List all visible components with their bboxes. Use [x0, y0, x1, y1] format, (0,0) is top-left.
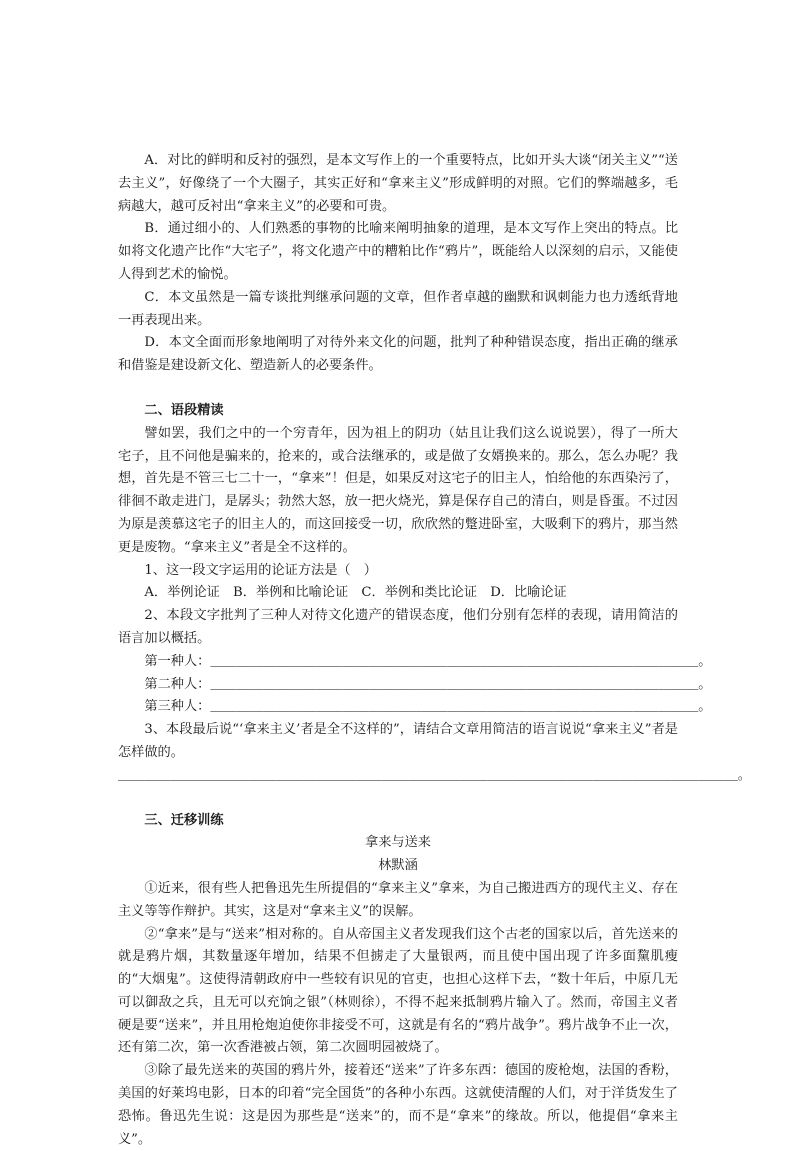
section-heading-2: 二、语段精读	[144, 402, 224, 418]
spacer	[118, 378, 678, 400]
section-heading-3: 三、迁移训练	[144, 812, 224, 828]
article-paragraph-3: ③除了最先送来的英国的鸦片外，接着还“送来”了许多东西：德国的废枪炮，法国的香粉，美国的好莱坞电影，日本的印着“完全国货”的各种小东西。这就使清醒的人们，对于洋货发生了恐怖。鲁迅先生说：这是因为那些是“送来”的，而不是“拿来”的缘故。所以，他提倡“拿来主义”。	[118, 1063, 678, 1147]
option-b: B．通过细小的、人们熟悉的事物的比喻来阐明抽象的道理，是本文写作上突出的特点。比如将文化遗产比作“大宅子”，将文化遗产中的糟粕比作“鸦片”，既能给人以深刻的启示，又能使人得到艺术的愉悦。	[118, 221, 678, 282]
answer-blank-1[interactable]: 第一种人：＿＿＿＿＿＿＿＿＿＿＿＿＿＿＿＿＿＿＿＿＿＿＿＿＿＿＿＿＿＿＿＿＿＿＿＿＿。	[144, 653, 712, 669]
passage-text: 譬如罢，我们之中的一个穷青年，因为祖上的阴功（姑且让我们这么说说罢），得了一所大宅子，且不问他是骗来的，抢来的，或合法继承的，或是做了女婿换来的。那么，怎么办呢？我想，首先是不管三七二十一，“拿来”！但是，如果反对这宅子的旧主人，怕给他的东西染污了，徘徊不敢走进门，是孱头；勃然大怒，放一把火烧光，算是保存自己的清白，则是昏蛋。不过因为原是羡慕这宅子的旧主人的，而这回接受一切，欣欣然的蹩进卧室，大吸剩下的鸦片，那当然更是废物。“拿来主义”者是全不这样的。	[118, 425, 678, 555]
question-3: 3、本段最后说“‘拿来主义’者是全不这样的”，请结合文章用简洁的语言说说“拿来主义”者是怎样做的。	[118, 722, 678, 760]
spacer	[118, 788, 678, 810]
question-2: 2、本段文字批判了三种人对待文化遗产的错误态度，他们分别有怎样的表现，请用简洁的语言加以概括。	[118, 608, 678, 646]
question-1-options: A．举例论证 B．举例和比喻论证 C．举例和类比论证 D．比喻论证	[144, 585, 567, 601]
answer-blank-q3[interactable]: ＿＿＿＿＿＿＿＿＿＿＿＿＿＿＿＿＿＿＿＿＿＿＿＿＿＿＿＿＿＿＿＿＿＿＿＿＿＿＿＿＿＿＿＿＿＿＿。	[118, 767, 751, 783]
option-c: C．本文虽然是一篇专谈批判继承问题的文章，但作者卓越的幽默和讽刺能力也力透纸背地一再表现出来。	[118, 289, 678, 328]
option-a: A．对比的鲜明和反衬的强烈，是本文写作上的一个重要特点，比如开头大谈“闭关主义”“送去主义”，好像绕了一个大圈子，其实正好和“拿来主义”形成鲜明的对照。它们的弊端越多，毛病越大，越可反衬出“拿来主义”的必要和可贵。	[118, 153, 678, 214]
answer-blank-3[interactable]: 第三种人：＿＿＿＿＿＿＿＿＿＿＿＿＿＿＿＿＿＿＿＿＿＿＿＿＿＿＿＿＿＿＿＿＿＿＿＿＿。	[144, 699, 712, 715]
article-paragraph-2: ②“拿来”是与“送来”相对称的。自从帝国主义者发现我们这个古老的国家以后，首先送来的就是鸦片烟，其数量逐年增加，结果不但掳走了大量银两，而且使中国出现了许多面黧肌瘦的“大烟鬼”。这使得清朝政府中一些较有识见的官吏，也担心这样下去，“数十年后，中原几无可以御敌之兵，且无可以充饷之银”（林则徐），不得不起来抵制鸦片输入了。然而，帝国主义者硬是要“送来”，并且用枪炮迫使你非接受不可，这就是有名的“鸦片战争”。鸦片战争不止一次，还有第二次，第一次香港被占领，第二次圆明园被烧了。	[118, 926, 678, 1056]
option-d: D．本文全面而形象地阐明了对待外来文化的问题，批判了种种错误态度，指出正确的继承和借鉴是建设新文化、塑造新人的必要条件。	[118, 335, 678, 374]
document-page	[118, 150, 751, 1151]
question-1: 1、这一段文字运用的论证方法是（ ）	[144, 562, 377, 578]
article-paragraph-1: ①近来，很有些人把鲁迅先生所提倡的“拿来主义”拿来，为自己搬进西方的现代主义、存在主义等等作辩护。其实，这是对“拿来主义”的误解。	[118, 880, 678, 919]
article-title: 拿来与送来	[365, 835, 431, 851]
article-author: 林默涵	[378, 858, 418, 874]
answer-blank-2[interactable]: 第二种人：＿＿＿＿＿＿＿＿＿＿＿＿＿＿＿＿＿＿＿＿＿＿＿＿＿＿＿＿＿＿＿＿＿＿＿＿＿。	[144, 676, 712, 692]
